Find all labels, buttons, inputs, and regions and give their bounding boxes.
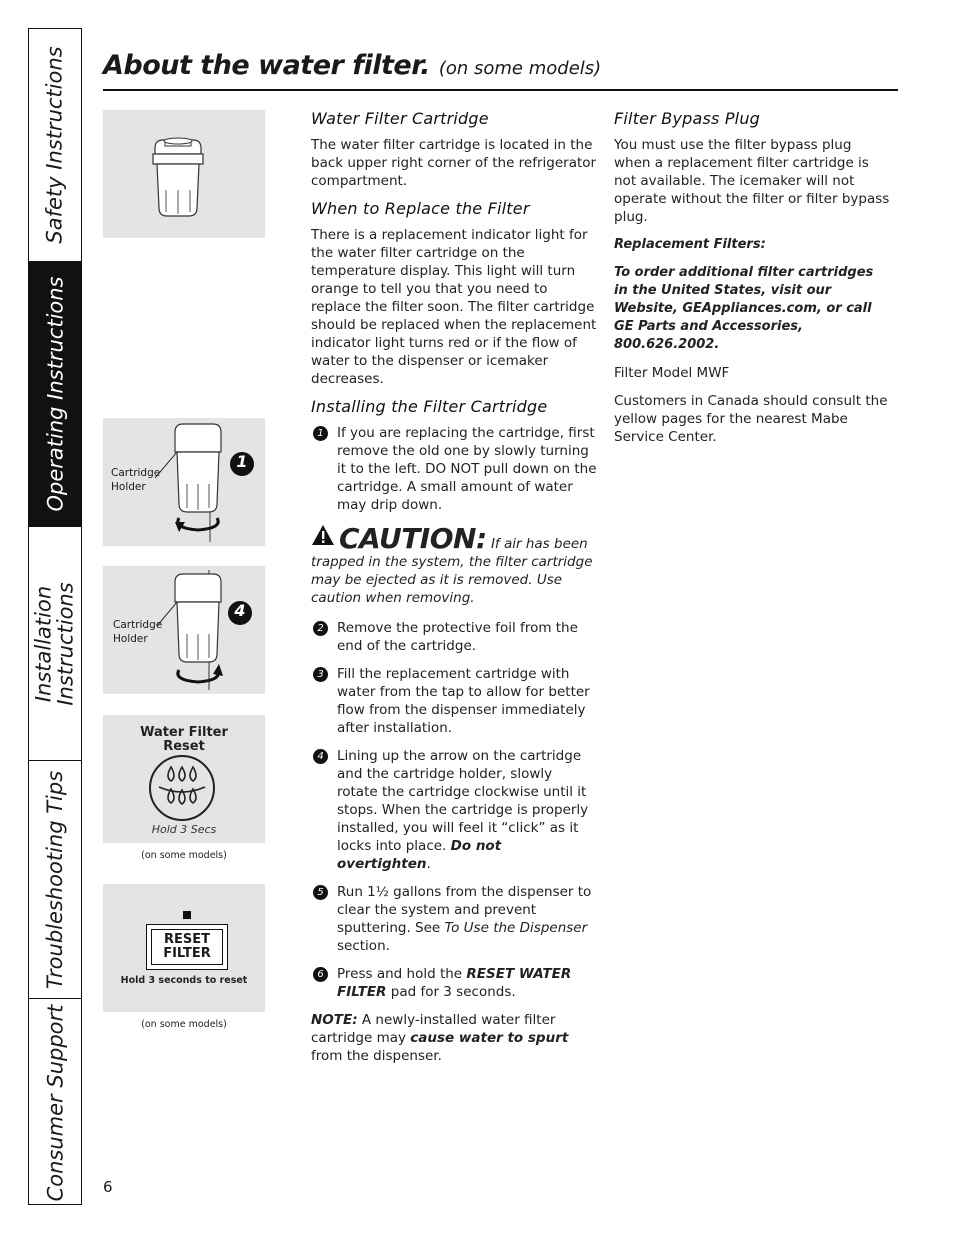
order-filters-text: To order additional filter cartridges in the United States, visit our Website, GEAppliances.com, or call GE Parts and Accessories, 800.626.2002. <box>614 265 874 352</box>
install-step-2 <box>311 619 597 655</box>
filter-model: Filter Model MWF <box>614 365 730 381</box>
tab-operating-instructions[interactable] <box>29 262 81 527</box>
caution-box <box>311 524 597 607</box>
filter-cartridge-illustration <box>103 110 265 238</box>
tab-troubleshooting-tips[interactable] <box>29 761 81 999</box>
do-not-overtighten: Do not overtighten <box>337 838 502 872</box>
title-divider <box>103 89 898 91</box>
cartridge-holder-label: Cartridge Holder <box>111 467 161 493</box>
canada-note: Customers in Canada should consult the yellow pages for the nearest Mabe Service Center. <box>614 393 888 445</box>
figure-caption: (on some models) <box>141 1019 227 1030</box>
step-text: If you are replacing the cartridge, first remove the old one by slowly turning it to the left. DO NOT pull down on the cartridge. A small amount of water may drip down. <box>337 425 597 513</box>
install-step-6 <box>311 965 597 1001</box>
tab-label: Troubleshooting Tips <box>43 770 67 989</box>
replacement-filters-label: Replacement Filters: <box>614 237 766 252</box>
remove-cartridge-figure <box>103 418 265 546</box>
caution-text: If air has been trapped in the system, the filter cartridge may be ejected as it is removed. Use caution when removing. <box>311 536 593 606</box>
note-emphasis: cause water to spurt <box>410 1030 569 1046</box>
installing-heading: Installing the Filter Cartridge <box>311 397 548 416</box>
reset-filter-line-2: FILTER <box>163 946 211 961</box>
side-tab-navigation <box>28 28 82 1205</box>
page-title <box>103 50 601 81</box>
tab-label-text <box>33 582 77 705</box>
water-filter-cartridge-text: The water filter cartridge is located in the back upper right corner of the refrigerator compartment. <box>311 137 597 189</box>
install-cartridge-figure <box>103 566 265 694</box>
step-number-5: 5 <box>313 885 328 900</box>
install-step-5 <box>311 883 597 955</box>
step-text-end: . <box>426 856 431 872</box>
dispenser-reference: To Use the Dispenser <box>444 920 588 936</box>
caution-label: CAUTION: <box>339 522 487 555</box>
water-filter-cartridge-heading: Water Filter Cartridge <box>311 109 489 128</box>
page-number: 6 <box>103 1178 113 1196</box>
when-to-replace-text: There is a replacement indicator light for the water filter cartridge on the temperature display. This light will turn orange to tell you that you need to replace the filter soon. The filter cartridge should be replaced when the replacement indicator light turns red or if the flow of water to the dispenser or icemaker decreases. <box>311 227 597 387</box>
step-text-end: section. <box>337 938 390 954</box>
step-number-6: 6 <box>313 967 328 982</box>
figure-caption: (on some models) <box>141 850 227 861</box>
page-title-text: About the water filter. <box>103 50 430 81</box>
note-text-end: from the dispenser. <box>311 1048 442 1064</box>
indicator-light-icon <box>183 911 191 919</box>
step-text: Press and hold the <box>337 966 463 982</box>
tab-label: Safety Instructions <box>43 46 67 244</box>
filter-bypass-heading: Filter Bypass Plug <box>614 109 761 128</box>
tab-safety-instructions[interactable] <box>29 29 81 262</box>
reset-water-filter-label: RESET WATER FILTER <box>337 966 572 1000</box>
install-step-1 <box>311 424 597 514</box>
warning-icon <box>311 524 335 551</box>
tab-label <box>33 582 77 705</box>
install-step-3 <box>311 665 597 737</box>
reset-filter-pad[interactable] <box>146 924 228 970</box>
water-filter-reset-title <box>103 726 265 754</box>
note-label: NOTE: <box>311 1012 358 1028</box>
note-text: A newly-installed water filter cartridge may <box>311 1012 556 1046</box>
step-text: Run 1½ gallons from the dispenser to clear the system and prevent sputtering. See <box>337 884 592 936</box>
tab-label: Consumer Support <box>43 1004 67 1201</box>
install-note <box>311 1011 597 1065</box>
hold-3-secs-label: Hold 3 Secs <box>151 823 217 836</box>
step-number-1: 1 <box>313 426 328 441</box>
reset-filter-line-1: RESET <box>163 932 210 947</box>
water-drops-icon <box>151 757 213 819</box>
step-number-3: 3 <box>313 667 328 682</box>
step-badge: 4 <box>234 601 246 620</box>
water-filter-reset-button[interactable] <box>149 755 215 821</box>
when-to-replace-heading: When to Replace the Filter <box>311 199 530 218</box>
tab-installation-instructions[interactable] <box>29 527 81 761</box>
tab-label-line: Installation <box>32 585 56 702</box>
step-number-2: 2 <box>313 621 328 636</box>
step-text: Remove the protective foil from the end of the cartridge. <box>337 620 578 654</box>
installation-column <box>311 110 597 1075</box>
reset-filter-pad-face <box>151 929 223 965</box>
water-filter-reset-figure <box>103 715 265 843</box>
page-subtitle: (on some models) <box>438 58 602 79</box>
step-text: Lining up the arrow on the cartridge and the cartridge holder, slowly rotate the cartridge clockwise until it stops. When the cartridge is properly installed, you will feel it “click” as it locks into place. <box>337 748 589 854</box>
filter-cartridge-figure <box>103 110 265 238</box>
tab-label: Operating Instructions <box>43 276 67 512</box>
tab-label-line: Instructions <box>54 581 78 706</box>
bypass-column <box>614 110 890 456</box>
filter-bypass-text: You must use the filter bypass plug when a replacement filter cartridge is not available. The icemaker will not operate without the filter or filter bypass plug. <box>614 137 890 225</box>
step-badge: 1 <box>236 452 248 471</box>
hold-3-seconds-label: Hold 3 seconds to reset <box>120 975 248 986</box>
step-number-4: 4 <box>313 749 328 764</box>
cartridge-holder-label: Cartridge Holder <box>113 619 163 645</box>
step-text-end: pad for 3 seconds. <box>390 984 516 1000</box>
water-filter-reset-title-text: Water Filter Reset <box>140 725 228 754</box>
install-step-4 <box>311 747 597 873</box>
step-text: Fill the replacement cartridge with water from the tap to allow for better flow from the dispenser immediately after installation. <box>337 666 590 736</box>
tab-consumer-support[interactable] <box>29 999 81 1206</box>
reset-filter-figure <box>103 884 265 1012</box>
